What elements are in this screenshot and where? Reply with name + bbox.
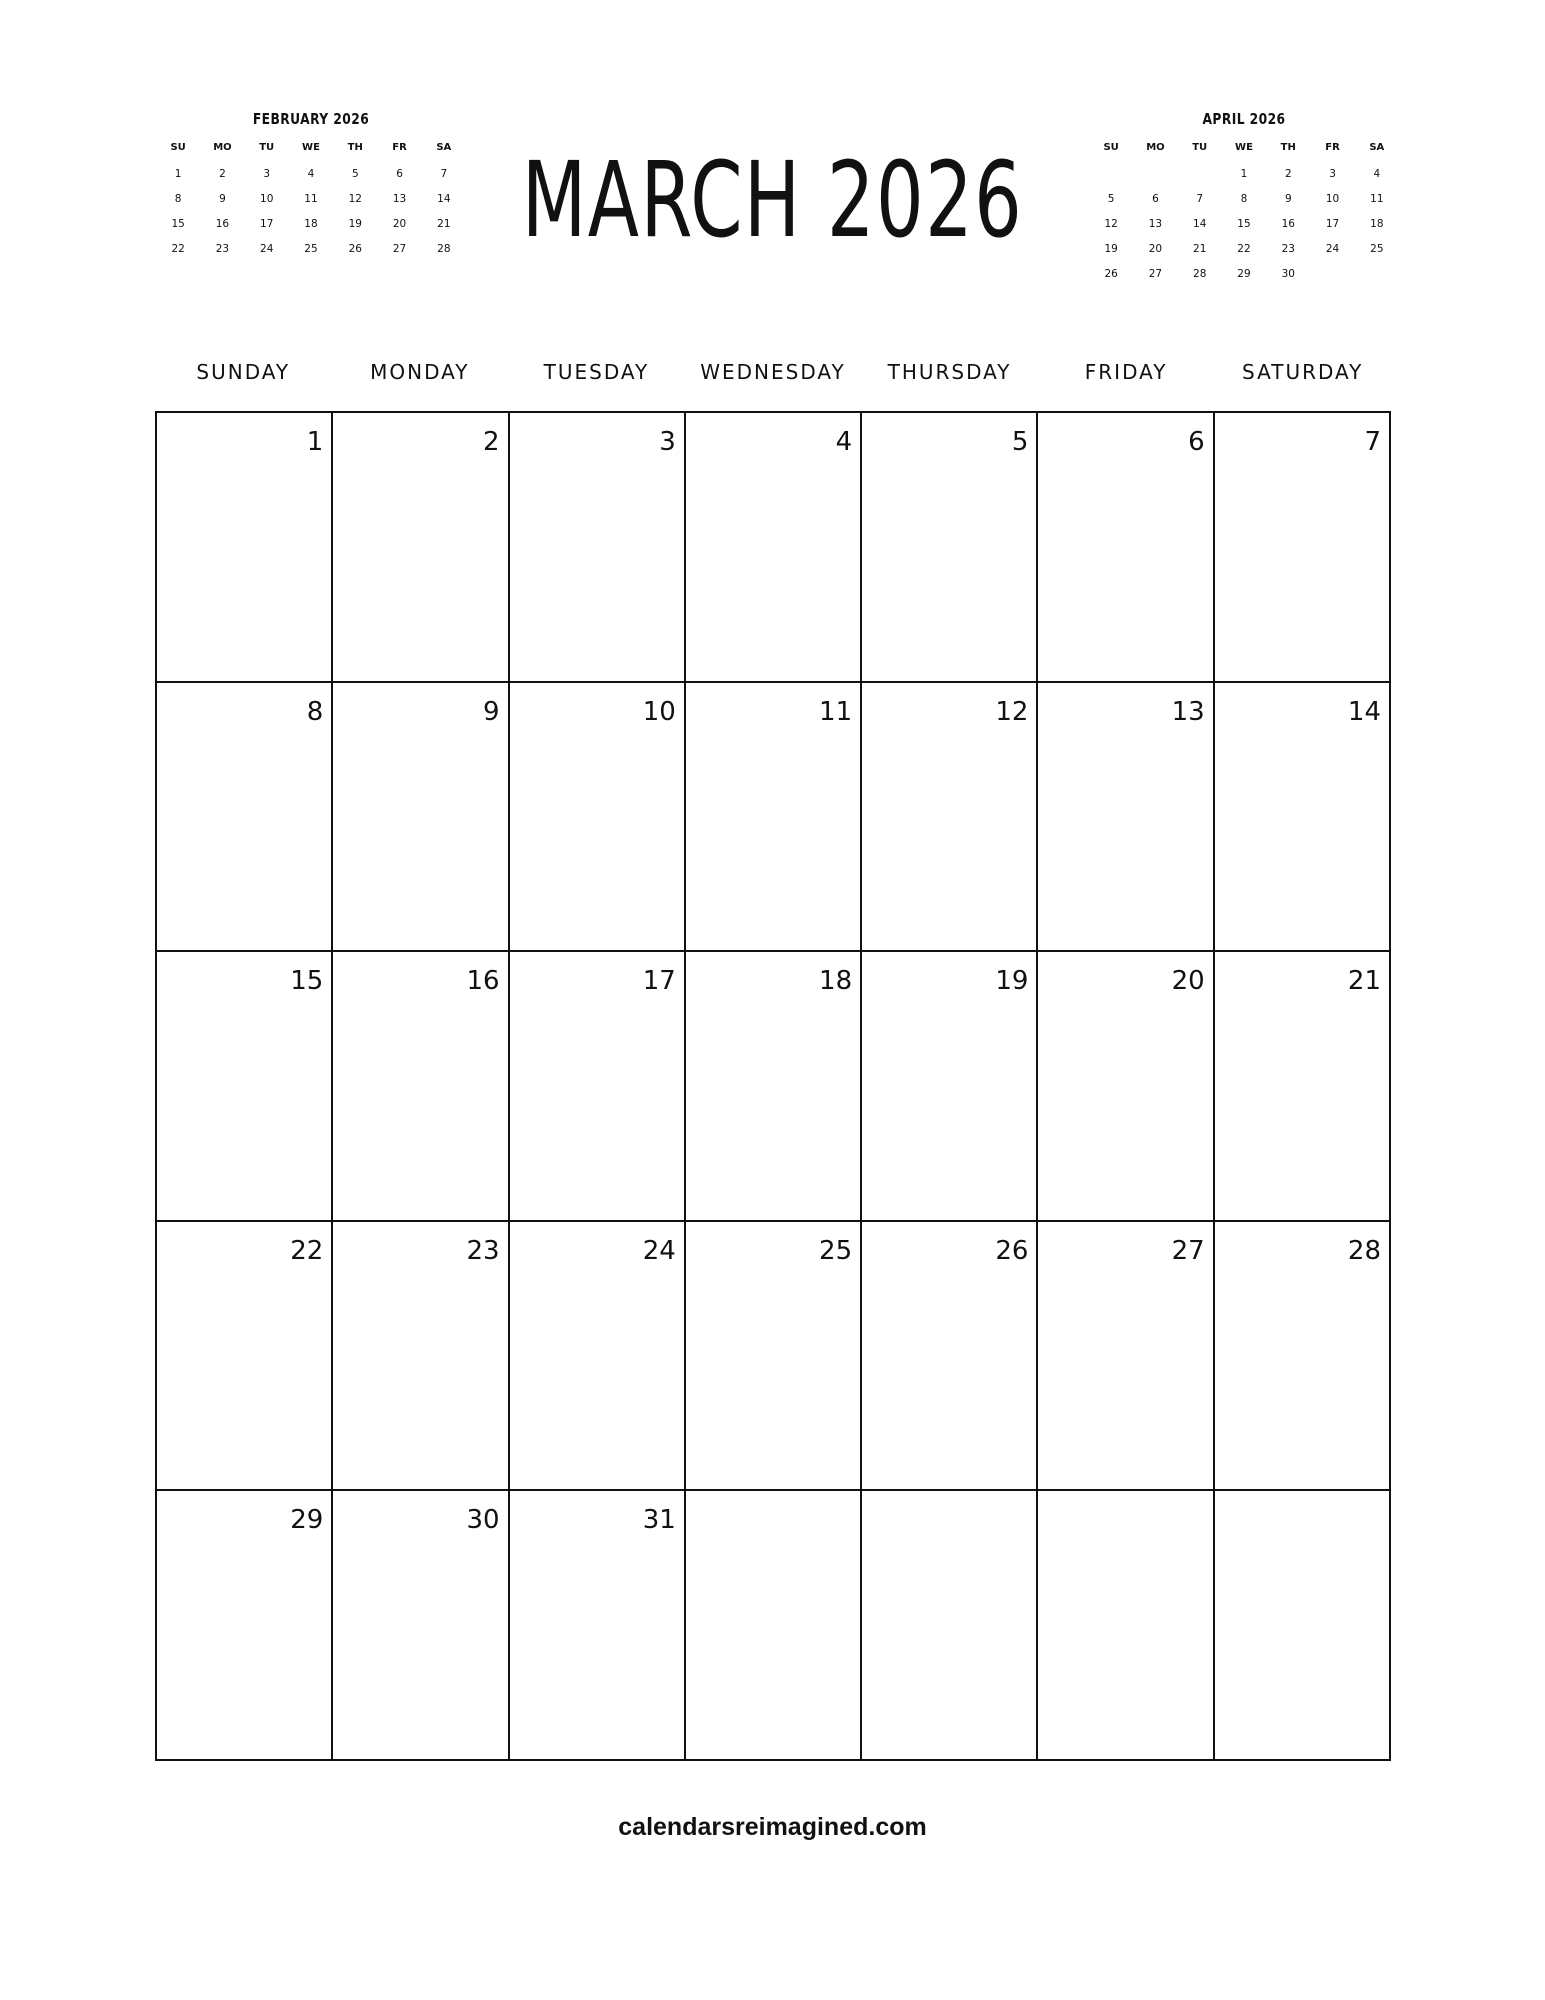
day-cell[interactable] xyxy=(333,413,509,683)
mini-day-number: 1 xyxy=(174,168,182,180)
day-cell[interactable] xyxy=(686,413,862,683)
mini-weekday-header: WE xyxy=(1235,142,1253,153)
mini-day-number: 26 xyxy=(1104,268,1118,280)
day-number: 8 xyxy=(306,696,324,727)
mini-day-number: 26 xyxy=(348,243,362,255)
day-cell[interactable] xyxy=(862,1222,1038,1492)
weekday-header: WEDNESDAY xyxy=(700,360,846,384)
footer-website: calendarsreimagined.com xyxy=(618,1813,927,1841)
mini-day-number: 24 xyxy=(260,243,274,255)
mini-weekday-header: TH xyxy=(1280,142,1296,153)
day-cell[interactable] xyxy=(686,1491,862,1761)
day-cell[interactable] xyxy=(1038,1491,1214,1761)
day-cell[interactable] xyxy=(510,1222,686,1492)
mini-day-number: 3 xyxy=(1329,168,1336,180)
mini-day-number: 13 xyxy=(1148,218,1163,230)
day-cell[interactable] xyxy=(1215,1222,1391,1492)
mini-weekday-header: TU xyxy=(1192,142,1208,153)
mini-day-number: 28 xyxy=(1193,268,1207,280)
mini-day-number: 22 xyxy=(171,243,185,255)
day-cell[interactable] xyxy=(1038,413,1214,683)
day-cell[interactable] xyxy=(157,1222,333,1492)
day-number: 15 xyxy=(290,966,324,997)
mini-day-number: 12 xyxy=(348,193,362,205)
day-cell[interactable] xyxy=(510,683,686,953)
mini-weekday-header: MO xyxy=(213,142,232,153)
mini-day-number: 16 xyxy=(1281,218,1295,230)
day-number: 13 xyxy=(1171,696,1205,727)
day-number: 21 xyxy=(1347,966,1381,997)
day-number: 3 xyxy=(659,427,676,457)
weekday-header: FRIDAY xyxy=(1084,360,1168,384)
page-title: MARCH 2026 xyxy=(521,139,1024,261)
day-number: 16 xyxy=(466,966,500,997)
mini-day-number: 11 xyxy=(304,193,318,205)
day-number: 24 xyxy=(642,1235,676,1266)
mini-day-number: 11 xyxy=(1370,193,1384,205)
day-number: 29 xyxy=(290,1505,324,1536)
day-cell[interactable] xyxy=(1215,1491,1391,1761)
mini-calendar-title: APRIL 2026 xyxy=(1202,110,1286,128)
day-number: 27 xyxy=(1171,1235,1205,1266)
day-number: 11 xyxy=(819,696,853,727)
day-cell[interactable] xyxy=(333,952,509,1222)
mini-day-number: 12 xyxy=(1104,218,1118,230)
day-cell[interactable] xyxy=(1215,952,1391,1222)
weekday-header-row xyxy=(155,360,1391,384)
mini-day-number: 10 xyxy=(1325,193,1340,205)
mini-day-number: 5 xyxy=(1107,193,1115,205)
weekday-header: THURSDAY xyxy=(887,360,1012,384)
mini-day-number: 8 xyxy=(1240,193,1248,205)
mini-day-number: 27 xyxy=(392,243,407,255)
mini-day-number: 30 xyxy=(1281,268,1295,280)
mini-day-number: 7 xyxy=(440,168,448,180)
day-cell[interactable] xyxy=(510,1491,686,1761)
mini-weekday-header: SA xyxy=(436,142,452,153)
mini-calendar-april xyxy=(1089,110,1399,281)
day-number: 4 xyxy=(835,427,853,457)
day-cell[interactable] xyxy=(157,1491,333,1761)
mini-day-number: 21 xyxy=(1193,243,1207,255)
day-number: 23 xyxy=(466,1235,500,1266)
month-grid xyxy=(155,411,1391,1761)
mini-calendar-grid xyxy=(1089,142,1399,281)
mini-day-number: 6 xyxy=(396,168,403,180)
mini-day-number: 16 xyxy=(215,218,230,230)
weekday-header: SUNDAY xyxy=(196,360,291,384)
day-number: 31 xyxy=(642,1505,676,1536)
weekday-header: MONDAY xyxy=(370,360,470,384)
day-number: 22 xyxy=(290,1235,324,1266)
mini-day-number: 19 xyxy=(1104,243,1118,255)
day-cell[interactable] xyxy=(862,952,1038,1222)
day-cell[interactable] xyxy=(333,1222,509,1492)
day-number: 2 xyxy=(483,427,500,457)
mini-day-number: 17 xyxy=(260,218,274,230)
mini-weekday-header: FR xyxy=(392,142,407,153)
day-number: 7 xyxy=(1364,427,1381,457)
weekday-header: SATURDAY xyxy=(1242,360,1364,384)
mini-day-number xyxy=(1133,167,1177,181)
mini-day-number: 20 xyxy=(392,218,407,230)
mini-day-number: 15 xyxy=(171,218,185,230)
mini-day-number: 19 xyxy=(348,218,362,230)
mini-day-number: 2 xyxy=(1284,168,1292,180)
day-cell[interactable] xyxy=(686,683,862,953)
mini-day-number: 1 xyxy=(1240,168,1248,180)
mini-day-number: 2 xyxy=(219,168,226,180)
day-cell[interactable] xyxy=(1215,683,1391,953)
day-cell[interactable] xyxy=(333,683,509,953)
day-cell[interactable] xyxy=(157,683,333,953)
day-number: 19 xyxy=(995,966,1029,997)
mini-day-number: 27 xyxy=(1148,268,1163,280)
mini-day-number: 21 xyxy=(437,218,451,230)
mini-weekday-header: MO xyxy=(1146,142,1165,153)
day-cell[interactable] xyxy=(510,952,686,1222)
mini-day-number: 4 xyxy=(1373,168,1381,180)
mini-day-number: 22 xyxy=(1237,243,1251,255)
day-number: 5 xyxy=(1011,427,1029,457)
day-number: 28 xyxy=(1347,1235,1381,1266)
day-cell[interactable] xyxy=(686,952,862,1222)
mini-day-number: 14 xyxy=(1193,218,1207,230)
day-cell[interactable] xyxy=(1215,413,1391,683)
day-number: 20 xyxy=(1171,966,1205,997)
mini-day-number: 13 xyxy=(392,193,407,205)
mini-day-number: 25 xyxy=(1370,243,1384,255)
mini-day-number: 4 xyxy=(307,168,315,180)
day-cell[interactable] xyxy=(862,1491,1038,1761)
mini-day-number: 10 xyxy=(260,193,274,205)
day-number: 30 xyxy=(466,1505,500,1536)
mini-day-number: 9 xyxy=(1284,193,1292,205)
day-number: 10 xyxy=(642,696,676,727)
mini-day-number: 8 xyxy=(174,193,182,205)
day-number: 18 xyxy=(819,966,853,997)
day-number: 26 xyxy=(995,1235,1029,1266)
day-cell[interactable] xyxy=(157,413,333,683)
mini-day-number: 5 xyxy=(351,168,359,180)
mini-weekday-header: WE xyxy=(302,142,320,153)
mini-day-number: 7 xyxy=(1196,193,1204,205)
day-cell[interactable] xyxy=(686,1222,862,1492)
day-number: 1 xyxy=(306,427,324,457)
mini-day-number: 23 xyxy=(1281,243,1295,255)
mini-day-number: 15 xyxy=(1237,218,1251,230)
day-cell[interactable] xyxy=(1038,952,1214,1222)
mini-day-number: 9 xyxy=(219,193,226,205)
mini-day-number: 14 xyxy=(437,193,451,205)
mini-day-number: 18 xyxy=(304,218,318,230)
mini-day-number xyxy=(1178,167,1222,181)
day-cell[interactable] xyxy=(1038,1222,1214,1492)
mini-day-number: 25 xyxy=(304,243,318,255)
day-number: 12 xyxy=(995,696,1029,727)
mini-weekday-header: SU xyxy=(1103,142,1119,153)
day-number: 9 xyxy=(483,696,500,727)
mini-weekday-header: SA xyxy=(1369,142,1385,153)
mini-day-number: 3 xyxy=(263,168,271,180)
day-cell[interactable] xyxy=(333,1491,509,1761)
mini-day-number: 6 xyxy=(1152,193,1159,205)
day-cell[interactable] xyxy=(1038,683,1214,953)
mini-weekday-header: TU xyxy=(259,142,275,153)
weekday-header: TUESDAY xyxy=(543,360,650,384)
day-cell[interactable] xyxy=(510,413,686,683)
mini-day-number: 24 xyxy=(1325,243,1340,255)
mini-day-number: 23 xyxy=(215,243,230,255)
mini-weekday-header: FR xyxy=(1325,142,1340,153)
day-number: 17 xyxy=(642,966,676,997)
day-cell[interactable] xyxy=(862,413,1038,683)
mini-day-number: 29 xyxy=(1237,268,1251,280)
mini-day-number: 18 xyxy=(1370,218,1384,230)
day-cell[interactable] xyxy=(862,683,1038,953)
mini-weekday-header: TH xyxy=(347,142,363,153)
mini-day-number: 17 xyxy=(1325,218,1340,230)
mini-weekday-header: SU xyxy=(170,142,186,153)
mini-day-number xyxy=(1089,167,1133,181)
mini-day-number: 20 xyxy=(1148,243,1163,255)
mini-calendar-title: FEBRUARY 2026 xyxy=(252,110,370,128)
day-number: 25 xyxy=(819,1235,853,1266)
day-number: 6 xyxy=(1188,427,1205,457)
mini-day-number: 28 xyxy=(437,243,451,255)
day-cell[interactable] xyxy=(157,952,333,1222)
day-number: 14 xyxy=(1347,696,1381,727)
